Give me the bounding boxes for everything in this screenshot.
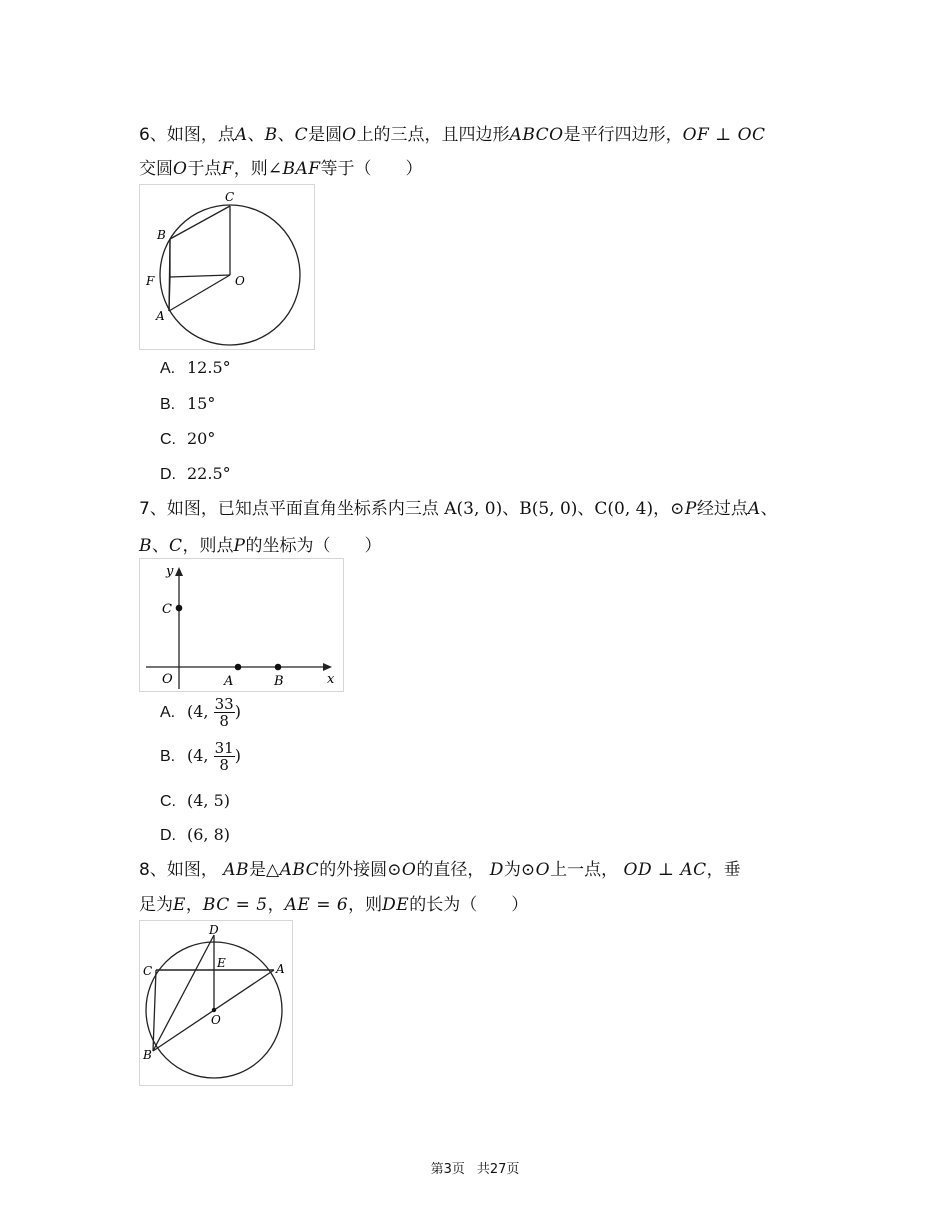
q6-label-c: C [225,190,235,204]
q6-label-f: F [146,274,155,288]
q7-option-b[interactable]: B. (4, $\frac{31}{8}$ ) [160,739,241,774]
q7-stem-line2: B、C，则点P的坐标为（ ） [139,536,382,556]
q8-label-a: A [276,962,285,976]
q6-option-d[interactable]: D. 22.5° [160,464,231,483]
page-footer [0,1158,950,1177]
q6-option-a[interactable]: A. 12.5° [160,358,231,377]
q7-option-a[interactable]: A. (4, $\frac{33}{8}$ ) [160,695,241,730]
q7-label-b: B [274,674,284,689]
q8-label-o: O [211,1013,221,1027]
q6-stem-line2: 交圆O于点F，则∠BAF等于（ ） [139,159,423,179]
q7-option-a-fraction: $\frac{33}{8}$ [214,695,234,730]
q7-option-b-fraction: $\frac{31}{8}$ [214,739,234,774]
q7-figure [139,558,344,692]
q6-option-c[interactable]: C. 20° [160,429,216,448]
q8-label-c: C [143,964,153,978]
q7-label-x: x [327,672,335,687]
q8-figure [139,920,293,1086]
q7-stem-line1: 7、如图，已知点平面直角坐标系内三点 A(3, 0)、B(5, 0)、C(0, 4)，⊙P经过点A、 [139,499,778,519]
q7-label-c: C [162,602,172,617]
q6-label-b: B [157,228,166,242]
q7-option-d[interactable]: D. (6, 8) [160,825,231,844]
q8-stem-line1: 8、如图， AB是△ABC的外接圆⊙O的直径， D为⊙O上一点， OD ⊥ AC，垂 [139,860,741,880]
page-number: 第3页 [430,1162,465,1177]
q6-label-o: O [235,274,245,288]
q6-circle-diagram [140,185,314,349]
q7-label-y: y [166,564,174,579]
q8-stem-line2: 足为E，BC = 5，AE = 6，则DE的长为（ ） [139,895,529,915]
q7-label-o: O [162,672,173,687]
q6-option-b[interactable]: B. 15° [160,394,216,413]
q6-stem-line1: 6、如图，点A、B、C是圆O上的三点，且四边形ABCO是平行四边形，OF ⊥ OC [139,125,766,145]
q8-label-d: D [209,923,219,937]
q6-figure [139,184,315,350]
q8-label-b: B [143,1048,152,1062]
q7-option-c[interactable]: C. (4, 5) [160,791,231,810]
q7-label-a: A [224,674,234,689]
q6-label-a: A [156,309,165,323]
q8-label-e: E [217,956,226,970]
page-total: 共27页 [476,1162,520,1177]
q8-circle-diagram [140,921,292,1085]
q7-coordinate-diagram [140,559,343,691]
